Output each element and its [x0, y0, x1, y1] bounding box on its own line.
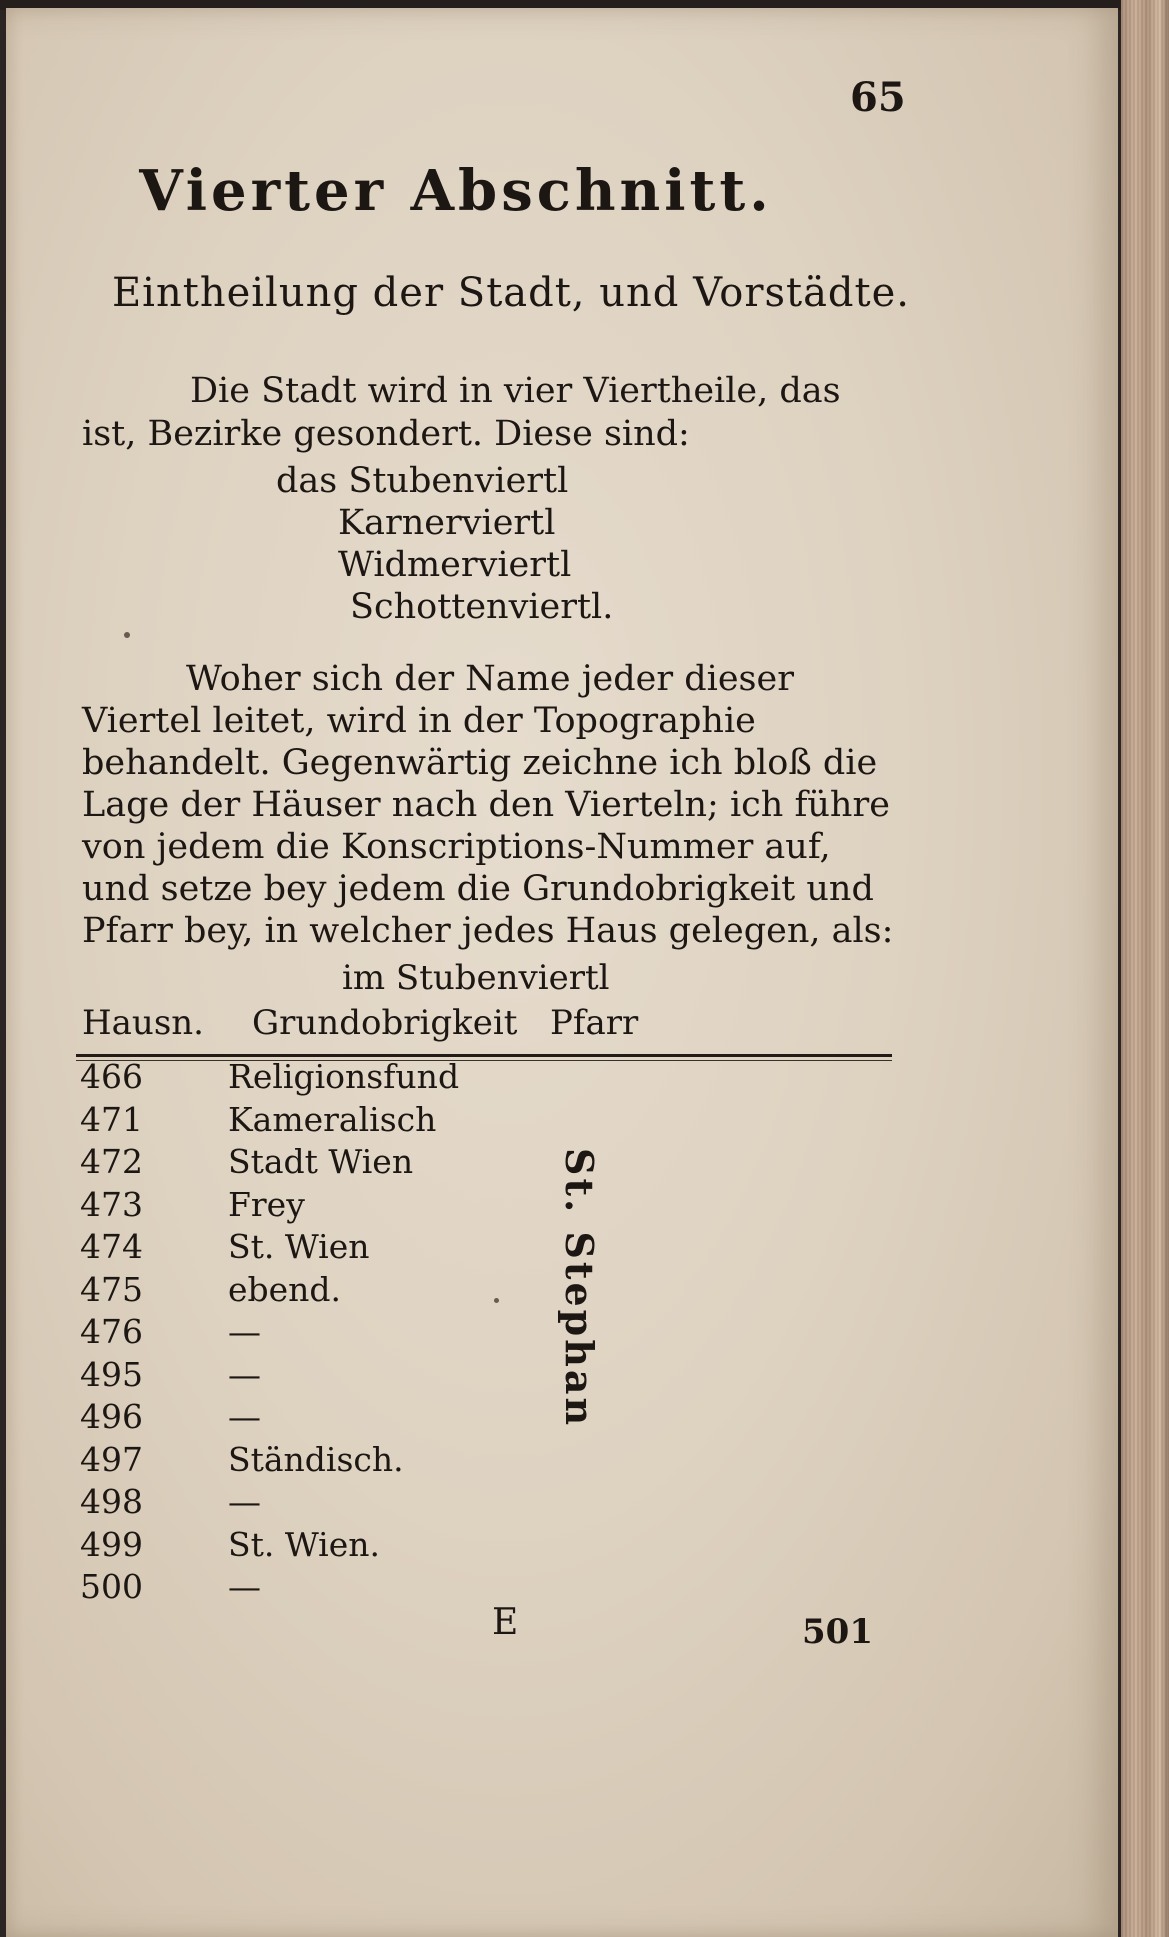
table-caption: im Stubenviertl: [342, 958, 610, 998]
header-parish: Pfarr: [550, 1003, 639, 1043]
house-number: 475: [80, 1269, 143, 1309]
house-number: 471: [80, 1099, 143, 1139]
book-page: [6, 8, 1118, 1937]
landlord: Frey: [228, 1184, 305, 1224]
landlord: St. Wien.: [228, 1524, 381, 1564]
landlord: Stadt Wien: [228, 1142, 414, 1181]
quarter-item: Widmerviertl: [338, 545, 572, 585]
landlord: St. Wien: [228, 1227, 370, 1266]
intro-paragraph: Die Stadt wird in vier Viertheile, das ist, Bezirke gesondert. Diese sind:: [82, 371, 841, 454]
table-row: [80, 1354, 580, 1397]
landlord: Kameralisch: [228, 1099, 437, 1139]
quarter-item: das Stubenviertl: [276, 461, 569, 501]
page-number: 65: [850, 74, 906, 121]
page-stack-edge: [1121, 0, 1169, 1937]
table-row: [80, 1056, 580, 1099]
table-row: [80, 1226, 580, 1269]
table-row: [80, 1439, 580, 1482]
table-row: [80, 1311, 580, 1354]
table-row: [80, 1099, 580, 1142]
section-subtitle: Eintheilung der Stadt, und Vorstädte.: [111, 270, 910, 316]
house-number: 496: [80, 1397, 143, 1436]
house-table: [80, 1056, 580, 1609]
table-row: [80, 1524, 580, 1567]
second-paragraph: Woher sich der Name jeder dieser Viertel leitet, wird in der Topographie behandelt. Gegenwärtig zeichne ich bloß die Lage der Häuser nach den Vierteln; ich führe von jedem die Konscriptions-Nummer auf, und setze bey jedem die Grundobrigkeit und Pfarr bey, in welcher jedes Haus gelegen, als:: [82, 659, 894, 951]
ink-speck: [494, 1298, 499, 1303]
table-row: [80, 1481, 580, 1524]
house-number: 495: [80, 1354, 143, 1394]
house-number: 499: [80, 1524, 143, 1564]
landlord: Religionsfund: [228, 1057, 460, 1096]
landlord: —: [228, 1567, 261, 1606]
ink-speck: [124, 632, 130, 638]
house-number: 474: [80, 1227, 143, 1266]
catchword: 501: [802, 1612, 873, 1652]
table-row: [80, 1396, 580, 1439]
table-row: [80, 1184, 580, 1227]
header-landlord: Grundobrigkeit: [252, 1003, 518, 1043]
landlord: —: [228, 1482, 261, 1521]
house-number: 473: [80, 1184, 143, 1224]
header-house-number: Hausn.: [82, 1003, 204, 1043]
house-number: 498: [80, 1482, 143, 1521]
signature-mark: E: [492, 1602, 519, 1643]
quarter-list: [276, 460, 613, 628]
landlord: Ständisch.: [228, 1439, 404, 1479]
landlord: —: [228, 1312, 261, 1351]
landlord: —: [228, 1397, 261, 1436]
house-number: 497: [80, 1439, 143, 1479]
house-number: 500: [80, 1567, 143, 1606]
house-number: 466: [80, 1057, 143, 1096]
section-title: Vierter Abschnitt.: [139, 158, 773, 224]
house-number: 472: [80, 1142, 143, 1181]
parish-value: St. Stephan: [557, 1148, 602, 1429]
quarter-item: Karnerviertl: [338, 503, 556, 543]
table-row: [80, 1269, 580, 1312]
quarter-item: Schottenviertl.: [350, 587, 614, 627]
table-row: [80, 1141, 580, 1184]
landlord: ebend.: [228, 1269, 342, 1309]
landlord: —: [228, 1354, 261, 1394]
house-number: 476: [80, 1312, 143, 1351]
